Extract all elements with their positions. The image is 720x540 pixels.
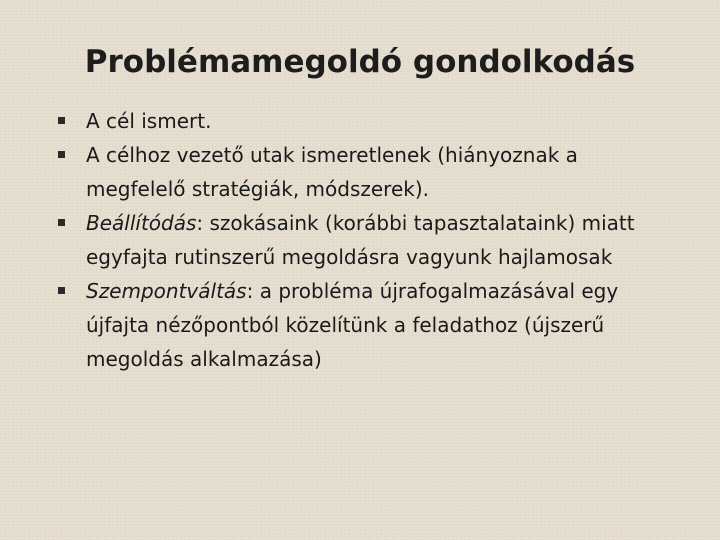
bullet-item (54, 274, 674, 376)
bullet-text: : szokásaink (korábbi tapasztalataink) miatt egyfajta rutinszerű megoldásra vagyunk hajlamosak (86, 211, 635, 269)
bullet-text: : a probléma újrafogalmazásával egy újfajta nézőpontból közelítünk a feladathoz (újszerű megoldás alkalmazása) (86, 279, 619, 371)
square-bullet-icon (58, 219, 65, 226)
square-bullet-icon (58, 117, 65, 124)
bullet-item (54, 104, 674, 138)
bullet-emphasis: Szempontváltás (86, 279, 247, 303)
bullet-list (54, 104, 674, 376)
bullet-item (54, 206, 674, 274)
square-bullet-icon (58, 151, 65, 158)
bullet-item (54, 138, 674, 206)
bullet-text: A cél ismert. (86, 109, 212, 133)
bullet-emphasis: Beállítódás (86, 211, 197, 235)
bullet-text: A célhoz vezető utak ismeretlenek (hiányoznak a megfelelő stratégiák, módszerek). (86, 143, 578, 201)
slide-title: Problémamegoldó gondolkodás (84, 44, 636, 80)
square-bullet-icon (58, 287, 65, 294)
